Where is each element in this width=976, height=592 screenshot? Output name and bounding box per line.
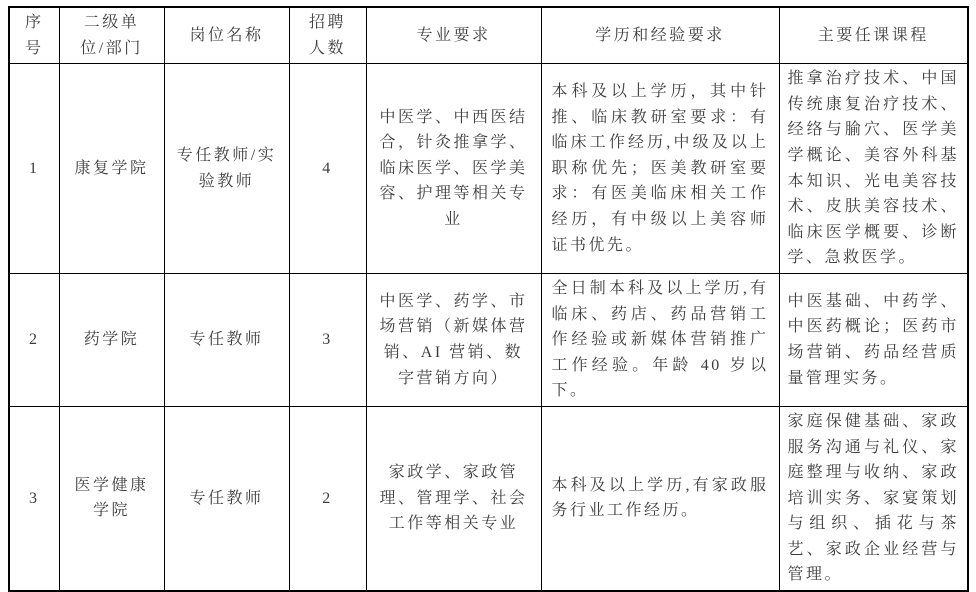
- cell-major: 中医学、中西医结合，针灸推拿学、临床医学、医学美容、护理等相关专业: [366, 64, 541, 274]
- table-row: [9, 406, 968, 591]
- table-row: [9, 273, 968, 406]
- cell-no: 2: [9, 273, 59, 406]
- cell-count: 2: [289, 406, 366, 591]
- col-header-major: 专业要求: [366, 7, 541, 64]
- col-header-no: 序号: [9, 7, 59, 64]
- cell-position: 专任教师: [164, 406, 289, 591]
- col-header-requirements: 学历和经验要求: [541, 7, 779, 64]
- cell-department: 药学院: [59, 273, 164, 406]
- table-header-row: [9, 7, 968, 64]
- cell-requirements: 本科及以上学历,有家政服务行业工作经历。: [541, 406, 779, 591]
- cell-count: 3: [289, 273, 366, 406]
- cell-position: 专任教师: [164, 273, 289, 406]
- col-header-courses: 主要任课课程: [779, 7, 968, 64]
- recruitment-table-container: [8, 6, 969, 592]
- col-header-count: 招聘人数: [289, 7, 366, 64]
- cell-major: 中医学、药学、市场营销（新媒体营销、AI 营销、数字营销方向）: [366, 273, 541, 406]
- recruitment-table: [8, 6, 969, 592]
- cell-department: 医学健康学院: [59, 406, 164, 591]
- cell-count: 4: [289, 64, 366, 274]
- cell-requirements: 本科及以上学历，其中针推、临床教研室要求：有临床工作经历,中级及以上职称优先；医美教研室要求：有医美临床相关工作经历，有中级以上美容师证书优先。: [541, 64, 779, 274]
- col-header-department: 二级单位/部门: [59, 7, 164, 64]
- cell-position: 专任教师/实验教师: [164, 64, 289, 274]
- cell-courses: 家庭保健基础、家政服务沟通与礼仪、家庭整理与收纳、家政培训实务、家宴策划与组织、插花与茶艺、家政企业经营与管理。: [779, 406, 968, 591]
- cell-major: 家政学、家政管理、管理学、社会工作等相关专业: [366, 406, 541, 591]
- cell-no: 1: [9, 64, 59, 274]
- col-header-position: 岗位名称: [164, 7, 289, 64]
- cell-requirements: 全日制本科及以上学历,有临床、药店、药品营销工作经验或新媒体营销推广工作经验。年龄 40 岁以下。: [541, 273, 779, 406]
- cell-no: 3: [9, 406, 59, 591]
- table-row: [9, 64, 968, 274]
- cell-courses: 推拿治疗技术、中国传统康复治疗技术、经络与腧穴、医学美学概论、美容外科基本知识、光电美容技术、皮肤美容技术、临床医学概要、诊断学、急救医学。: [779, 64, 968, 274]
- cell-department: 康复学院: [59, 64, 164, 274]
- cell-courses: 中医基础、中药学、中医药概论；医药市场营销、药品经营质量管理实务。: [779, 273, 968, 406]
